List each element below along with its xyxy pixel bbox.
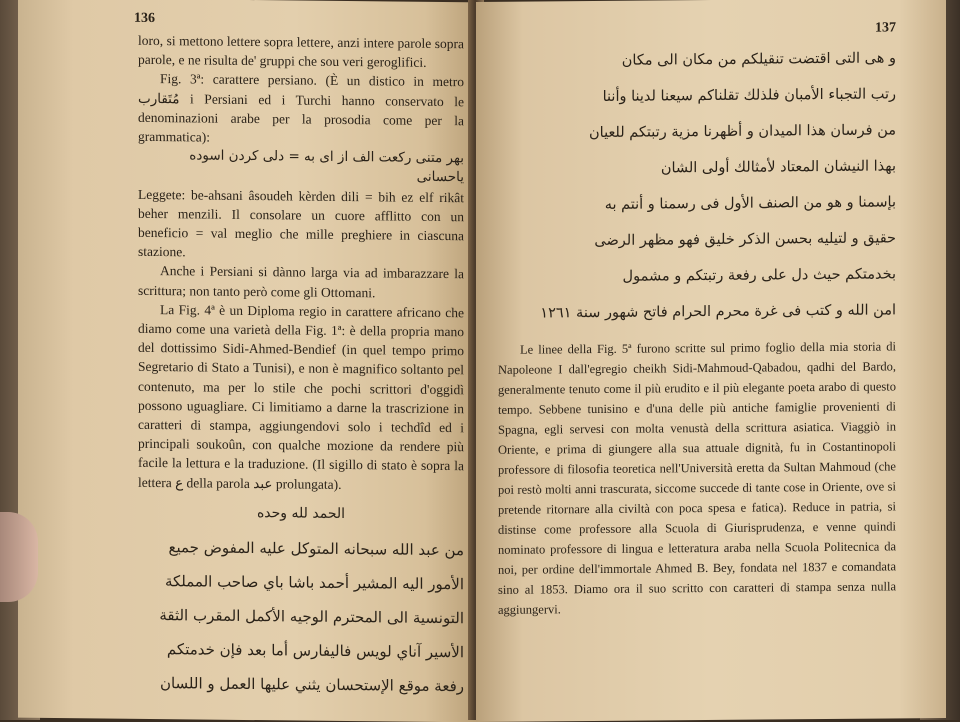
arabic-line: من عبد الله سبحانه المتوكل عليه المفوض جميع: [168, 538, 464, 560]
persian-line: بهر متنی رکعت الف از ای به = دلی کردن اسوده یاحسانی: [189, 147, 464, 186]
left-page-text: [138, 31, 464, 495]
arabic-line: من فرسان هذا الميدان و أظهرنا مزية رتبتكم للعيان: [589, 122, 896, 142]
transliteration: Leggete: be-ahsani âsoudeh kèrden dili = bih ez elf rikât beher menzili. Il consolare un cuore afflitto con un beneficio = val meglio che mille preghiere in ciascuna stazione.: [138, 186, 464, 260]
arabic-line: و هى التى اقتضت تنقيلكم من مكان الى مكان: [621, 50, 896, 69]
left-paragraph-4: La Fig. 4ª è un Diploma regio in carattere africano che diamo come una varietà della Fig. 1ª: è della propria mano del dottissimo Sidi-Ahmed-Bendief (in quel tempo primo Segretario di Stato a Tunisi), e non è magnifico soltanto pel contenuto, ma per lo stile che pochi scrittori d'oggidì possono uguagliare. Ci limitiamo a darne la trascrizione in caratteri di stampa, aggiungendovi solo i techdîd ed i principali soukoûn, con qualche mozione da rendere più facile la lettura e la traduzione. (Il sigillo di stato è sopra la lettera ع della parola عبد prolungata).: [138, 301, 464, 492]
arabic-header: الحمد لله وحده: [256, 504, 346, 522]
arabic-line: رتب التجباء الأمبان فلذلك تقلناكم سيعنا لدينا وأننا: [602, 86, 896, 105]
right-page-text: [498, 336, 896, 619]
arabic-line: الأسير آناي لويس فاليفارس أما بعد فإن خدمتكم: [166, 640, 464, 662]
arabic-line: حقيق و لتيليه بحسن الذكر خليق فهو مظهر الرضى: [594, 230, 896, 250]
arabic-line: بإسمنا و هو من الصنف الأول فى رسمنا و أنتم به: [604, 194, 896, 213]
page-number-left: 136: [134, 10, 155, 27]
left-paragraph-2: Fig. 3ª: carattere persiano. (È un distico in metro مُتَقارب i Persiani ed i Turchi hanno conservato le denominazioni arabe per la prosodia come per la grammatica):: [138, 71, 464, 145]
arabic-line: بخدمتكم حيث دل على رفعة رتبتكم و مشمول: [622, 266, 896, 285]
left-paragraph-1: loro, si mettono lettere sopra lettere, anzi intere parole sopra parole, e ne risulta de' gruppi che sou veri geroglifici.: [138, 32, 464, 71]
arabic-diploma: [138, 530, 464, 703]
arabic-line: بهذا النيشان المعتاد لأمثالك أولى الشان: [660, 158, 896, 177]
arabic-diploma-continued: [498, 40, 896, 331]
arabic-line: التونسية الى المحترم الوجيه الأكمل المقرب الثقة: [159, 605, 464, 628]
arabic-line: الأمور اليه المشير أحمد باشا باي صاحب المملكة: [164, 571, 464, 594]
left-page: [18, 0, 480, 722]
arabic-line: امن الله و كتب فى غرة محرم الحرام فاتح شهور سنة ١٢٦١: [540, 302, 896, 322]
right-paragraph: Le linee della Fig. 5ª furono scritte sul primo foglio della mia storia di Napoleone I dall'egregio cheikh Sidi-Mahmoud-Qabadou, qadhi del Bardo, generalmente tenuto come il più erudito e il più elegante poeta arabo di questo tempo. Sebbene tunisino e d'una delle più antiche famiglie provenienti di Spagna, egli servesi con molta venustà della scrittura asiatica. Viaggiò in Oriente, e prima di giungere alla sua attuale dignità, fu in Costantinopoli professore di filosofia teoretica nell'Università eretta da Sultan Mahmoud (che poi restò molti anni trascurata, siccome succede di tante cose in Oriente, ove si pretende ritornare alla civiltà con poca spesa e fatica). Reduce in patria, si distinse come professore alla Scuola di Giurisprudenza, e venne quindi nominato professore di lingua e letteratura araba nella Scuola Politecnica da noi, per ordine dell'immortale Ahmed B. Bey, fondata nel 1837 e comandata sino al 1853. Diamo ora il suo scritto con caratteri di stampa senza nulla aggiungervi.: [498, 339, 896, 617]
left-paragraph-3: Anche i Persiani si dànno larga via ad imbarazzare la scrittura; non tanto però come gli Ottomani.: [138, 263, 464, 300]
page-number-right: 137: [875, 20, 896, 36]
thumb: [0, 512, 38, 602]
right-page: [476, 0, 946, 722]
arabic-line: رفعة موقع الإستحسان يثني عليها العمل و اللسان: [159, 673, 464, 696]
